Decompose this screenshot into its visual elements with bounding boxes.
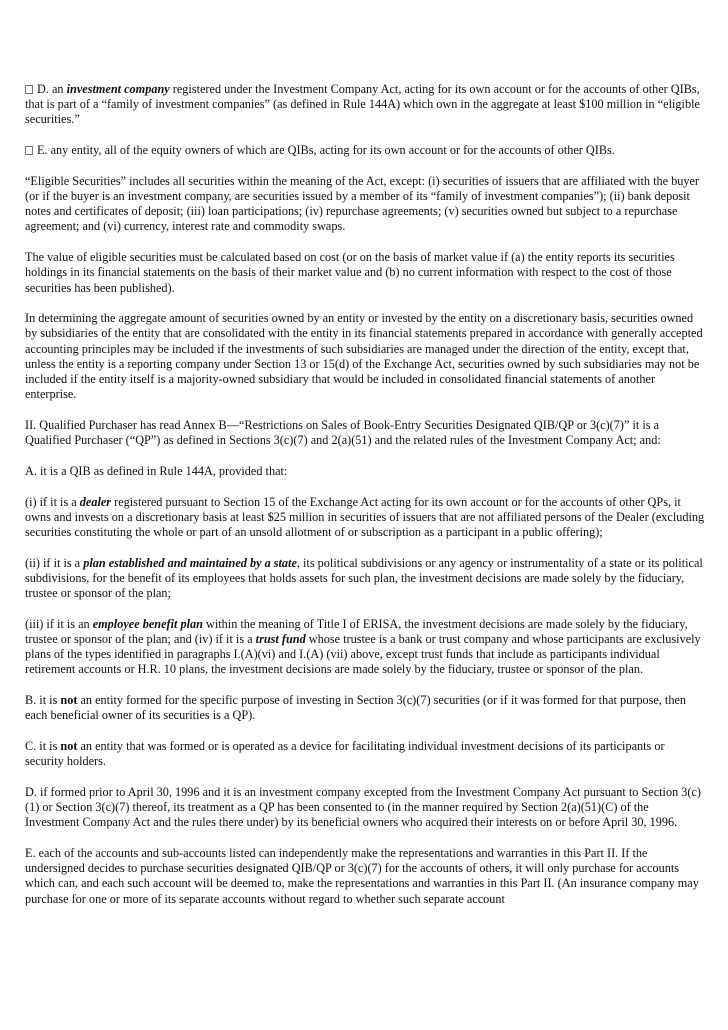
term-not: not xyxy=(60,739,78,753)
checkbox-glyph-icon xyxy=(25,146,33,155)
paragraph-eligible-securities: “Eligible Securities” includes all securities within the meaning of the Act, except: (i) securities of issuers that are affiliated with the buyer (or if the buyer is an investment company, are securities issued by a member of its “family of investment companies”); (ii) bank deposit notes and certificates of deposit; (iii) loan participations; (iv) repurchase agreements; (v) securities owned but subject to a repurchase agreement; and (vi) currency, interest rate and commodity swaps. xyxy=(25,173,699,234)
paragraph-aggregate-amount: In determining the aggregate amount of securities owned by an entity or invested by the entity on a discretionary basis, securities owned by subsidiaries of the entity that are consolidated with the entity in its financial statements prepared in accordance with generally accepted accounting principles may be included if the investments of such subsidiaries are managed under the direction of the entity, except that, unless the entity is a reporting company under Section 13 or 15(d) of the Exchange Act, securities owned by such subsidiaries may not be included if the entity itself is a majority-owned subsidiary that would be included in consolidated financial statements of another enterprise. xyxy=(25,311,703,402)
paragraph-a-qib: A. it is a QIB as defined in Rule 144A, provided that: xyxy=(25,463,288,478)
term-trust-fund: trust fund xyxy=(255,631,306,646)
checkbox-glyph-icon xyxy=(25,85,33,94)
paragraph-ii-state-plan: (ii) if it is a plan established and maintained by a state, its political subdivisions or any agency or instrumentality of a state or its political subdivisions, for the benefit of its employees that holds assets for such plan, the investment decisions are made solely by the fiduciary, trustee or sponsor of the plan; xyxy=(25,555,703,601)
paragraph-qualified-purchaser: II. Qualified Purchaser has read Annex B—“Restrictions on Sales of Book-Entry Securities Designated QIB/QP or 3(c)(7)” it is a Qualified Purchaser (“QP”) as defined in Sections 3(c)(7) and 2(a)(51) and the related rules of the Investment Company Act; and: xyxy=(25,417,661,448)
paragraph-value-calculation: The value of eligible securities must be calculated based on cost (or on the basis of market value if (a) the entity reports its securities holdings in its financial statements on the basis of their market value and (b) no current information with respect to the cost of those securities has been published). xyxy=(25,250,675,295)
document-page xyxy=(25,82,705,907)
paragraph-d-investment-company: D. an investment company registered under the Investment Company Act, acting for its own account or for the accounts of other QIBs, that is part of a “family of investment companies” (as defined in Rule 144A) which own in the aggregate at least $100 million in “eligible securities.” xyxy=(25,82,700,127)
term-investment-company: investment company xyxy=(66,82,170,96)
paragraph-e-accounts: E. each of the accounts and sub-accounts listed can independently make the representations and warranties in this Part II. If the undersigned decides to purchase securities designated QIB/QP or 3(c)(7) for the accounts of others, it will only purchase for accounts which can, and each such account will be deemed to, make the representations and warranties in this Part II. (An insurance company may purchase for one or more of its separate accounts without regard to whether such separate account xyxy=(25,846,699,906)
paragraph-e-equity-owners: E. any entity, all of the equity owners of which are QIBs, acting for its own account or for the accounts of other QIBs. xyxy=(25,143,705,158)
term-state-plan: plan established and maintained by a state xyxy=(83,555,297,570)
paragraph-i-dealer: (i) if it is a dealer registered pursuant to Section 15 of the Exchange Act acting for its own account or for the accounts of other QPs, it owns and invests on a discretionary basis at least $25 million in securities of issuers that are not affiliated persons of the Dealer (excluding securities constituting the whole or part of an unsold allotment of or subscription as a participant in a public offering); xyxy=(25,494,705,539)
paragraph-d-formed-prior: D. if formed prior to April 30, 1996 and it is an investment company excepted from the Investment Company Act pursuant to Section 3(c)(1) or Section 3(c)(7) thereof, its treatment as a QP has been consented to (in the manner required by Section 2(a)(51)(C) of the Investment Company Act and the rules there under) by its beneficial owners who acquired their interests on or before April 30, 1996. xyxy=(25,784,701,830)
term-employee-benefit-plan: employee benefit plan xyxy=(92,616,203,631)
term-not: not xyxy=(60,693,78,708)
paragraph-c-not-device: C. it is not an entity that was formed or is operated as a device for facilitating individual investment decisions of its participants or security holders. xyxy=(25,739,665,769)
term-dealer: dealer xyxy=(79,494,112,509)
paragraph-iii-employee-benefit-plan: (iii) if it is an employee benefit plan within the meaning of Title I of ERISA, the investment decisions are made solely by the fiduciary, trustee or sponsor of the plan; and (iv) if it is a trust fund whose trustee is a bank or trust company and whose participants are exclusively plans of the types identified in paragraphs I.(A)(vi) and I.(A) (vii) above, except trust funds that include as participants individual retirement accounts or H.R. 10 plans, the investment decisions are made solely by the fiduciary, trustee or sponsor of the plan. xyxy=(25,616,701,677)
paragraph-b-not-formed: B. it is not an entity formed for the specific purpose of investing in Section 3(c)(7) securities (or if it was formed for that purpose, then each beneficial owner of its securities is a QP). xyxy=(25,693,687,723)
